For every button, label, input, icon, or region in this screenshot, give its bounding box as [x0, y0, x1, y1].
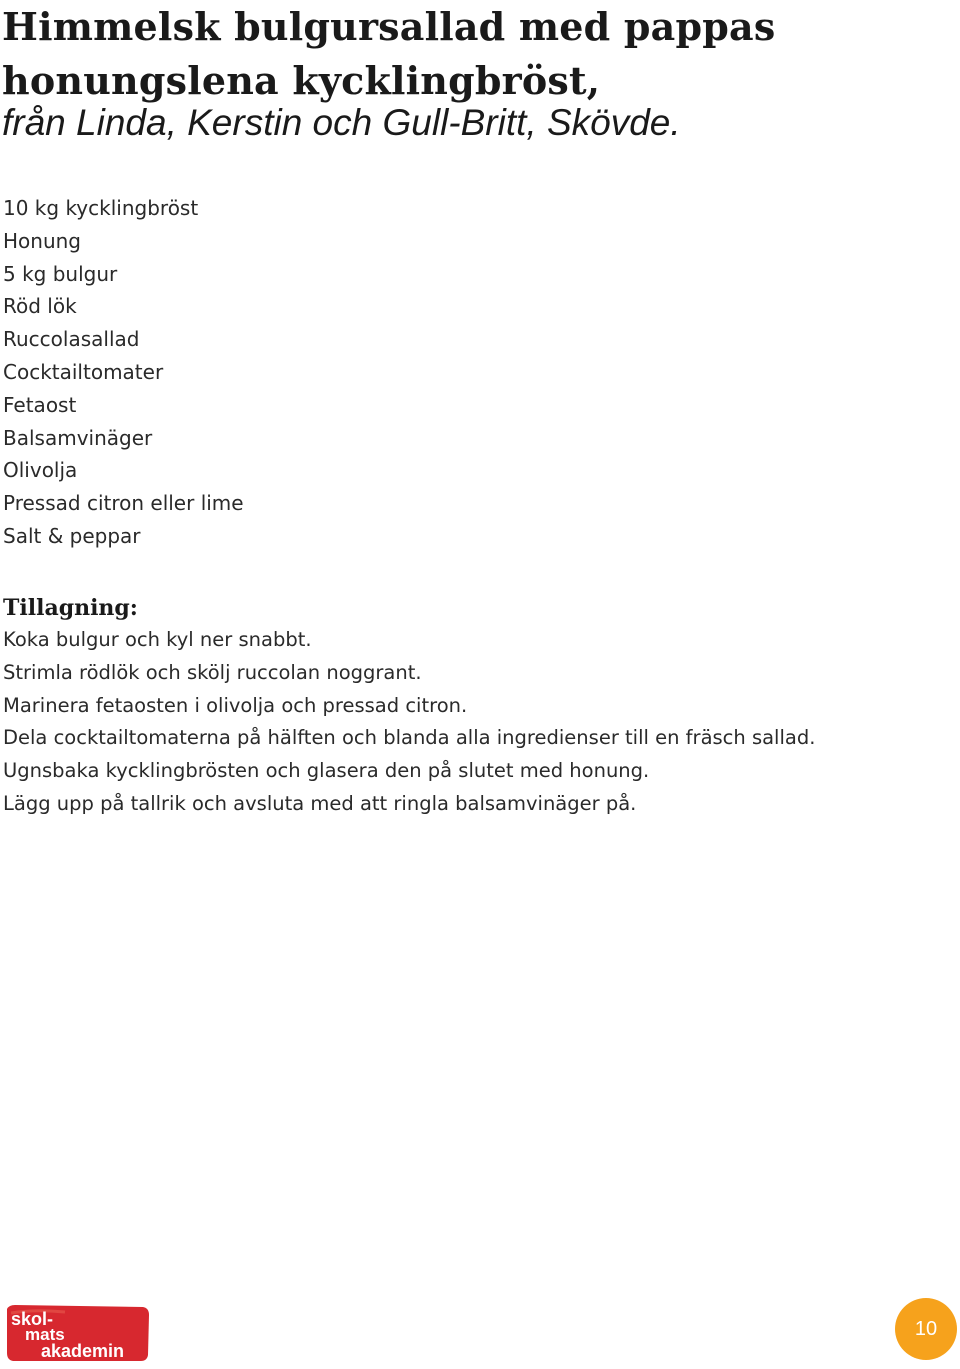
ingredient-item: Ruccolasallad	[3, 327, 140, 352]
method-step: Lägg upp på tallrik och avsluta med att ringla balsamvinäger på.	[3, 791, 637, 815]
ingredient-item: Röd lök	[3, 294, 77, 319]
ingredient-item: Pressad citron eller lime	[3, 491, 244, 516]
logo-text-line-1: skol-	[11, 1309, 54, 1329]
logo-text-line-2: mats	[25, 1325, 65, 1344]
ingredient-item: Balsamvinäger	[3, 425, 153, 450]
method-step: Dela cocktailtomaterna på hälften och blanda alla ingredienser till en fräsch sallad.	[3, 726, 816, 750]
ingredient-item: Olivolja	[3, 458, 78, 483]
method-heading: Tillagning:	[3, 595, 138, 621]
ingredient-list	[3, 192, 244, 553]
page-number-badge	[895, 1298, 957, 1360]
method-steps	[3, 624, 815, 821]
skolmatsakademin-logo	[5, 1303, 151, 1363]
method-step: Strimla rödlök och skölj ruccolan noggrant.	[3, 660, 422, 684]
recipe-title-line-1: Himmelsk bulgursallad med pappas	[2, 4, 776, 49]
page-number: 10	[914, 1317, 938, 1340]
ingredient-item: 10 kg kycklingbröst	[3, 196, 199, 220]
ingredient-item: Cocktailtomater	[3, 359, 164, 384]
ingredient-item: Fetaost	[3, 392, 77, 417]
method-step: Koka bulgur och kyl ner snabbt.	[3, 628, 312, 651]
logo-text-line-3: akademin	[41, 1341, 125, 1361]
method-step: Ugnsbaka kycklingbrösten och glasera den på slutet med honung.	[3, 759, 650, 783]
recipe-credits: från Linda, Kerstin och Gull-Britt, Skövde.	[2, 102, 681, 143]
recipe-title	[2, 0, 775, 108]
recipe-title-line-2: honungslena kycklingbröst,	[2, 58, 601, 103]
ingredient-item: 5 kg bulgur	[3, 261, 118, 286]
ingredient-item: Salt & peppar	[3, 523, 141, 548]
method-step: Marinera fetaosten i olivolja och pressad citron.	[3, 693, 468, 717]
ingredient-item: Honung	[3, 228, 81, 253]
